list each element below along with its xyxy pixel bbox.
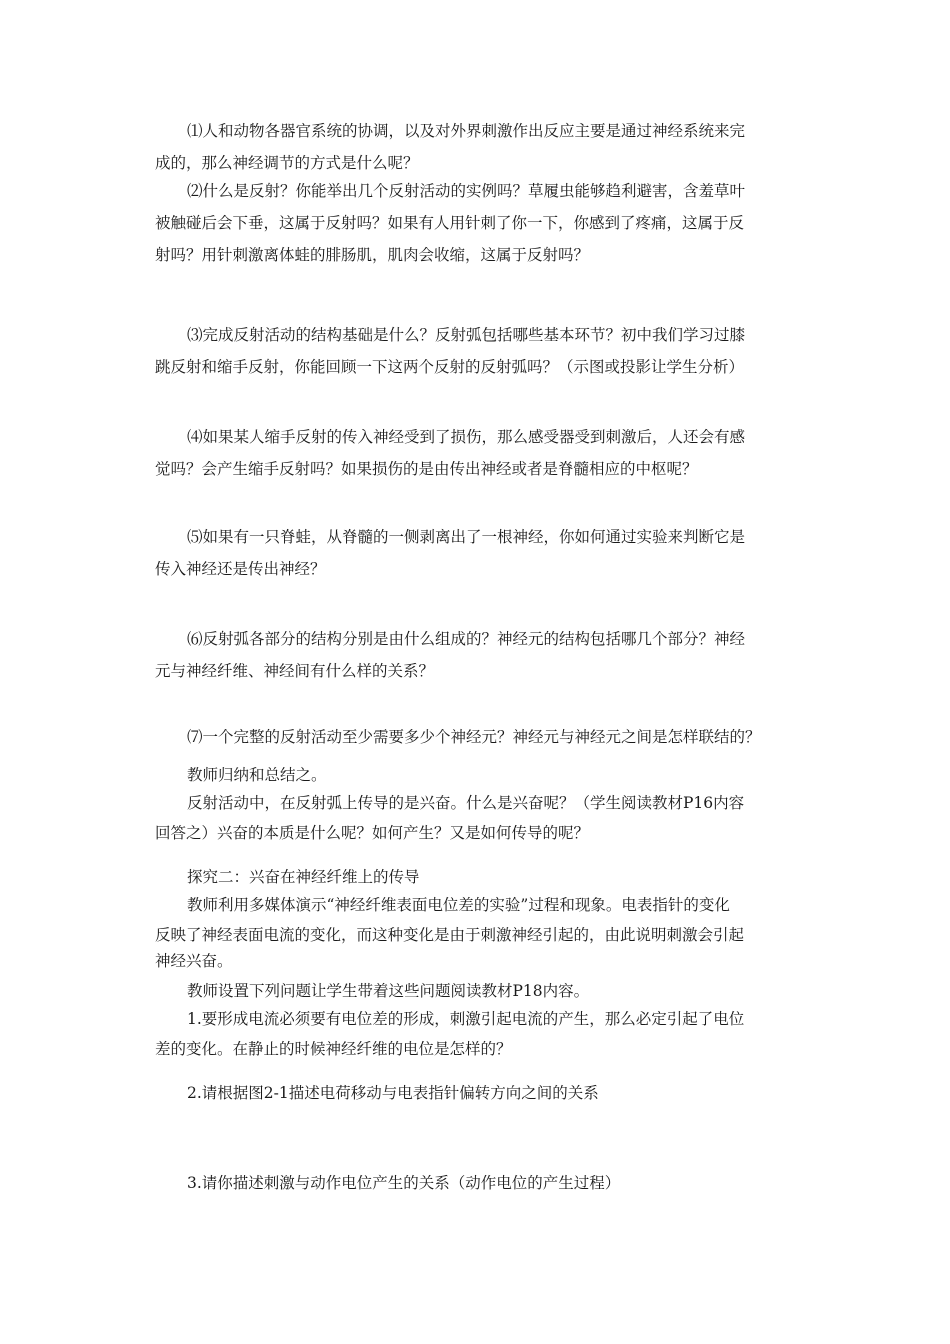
demo-line-3: 神经兴奋。 <box>155 952 233 970</box>
question-3-line-2: 跳反射和缩手反射，你能回顾一下这两个反射的反射弧吗？（示图或投影让学生分析） <box>155 358 745 376</box>
inquiry-2-title: 探究二：兴奋在神经纤维上的传导 <box>187 868 420 886</box>
question-6-line-1: ⑹反射弧各部分的结构分别是由什么组成的？神经元的结构包括哪几个部分？神经 <box>187 630 746 648</box>
excitation-line-2: 回答之）兴奋的本质是什么呢？如何产生？又是如何传导的呢？ <box>155 824 590 842</box>
setup-line: 教师设置下列问题让学生带着这些问题阅读教材P18内容。 <box>187 982 590 1000</box>
item-3-line: 3.请你描述刺激与动作电位产生的关系（动作电位的产生过程） <box>187 1174 621 1192</box>
question-5-line-1: ⑸如果有一只脊蛙，从脊髓的一侧剥离出了一根神经，你如何通过实验来判断它是 <box>187 528 746 546</box>
demo-line-2: 反映了神经表面电流的变化，而这种变化是由于刺激神经引起的，由此说明刺激会引起 <box>155 926 745 944</box>
question-6-line-2: 元与神经纤维、神经间有什么样的关系？ <box>155 662 435 680</box>
question-5-line-2: 传入神经还是传出神经？ <box>155 560 326 578</box>
question-1-line-1: ⑴人和动物各器官系统的协调，以及对外界刺激作出反应主要是通过神经系统来完 <box>187 122 746 140</box>
item-1-line-1: 1.要形成电流必须要有电位差的形成，刺激引起电流的产生，那么必定引起了电位 <box>187 1010 745 1028</box>
teacher-summary: 教师归纳和总结之。 <box>187 766 327 784</box>
question-2-line-2: 被触碰后会下垂，这属于反射吗？如果有人用针刺了你一下，你感到了疼痛，这属于反 <box>155 214 745 232</box>
question-7-line-1: ⑺一个完整的反射活动至少需要多少个神经元？神经元与神经元之间是怎样联结的？ <box>187 728 761 746</box>
item-1-line-2: 差的变化。在静止的时候神经纤维的电位是怎样的？ <box>155 1040 512 1058</box>
question-1-line-2: 成的，那么神经调节的方式是什么呢？ <box>155 154 419 172</box>
demo-line-1: 教师利用多媒体演示“神经纤维表面电位差的实验”过程和现象。电表指针的变化 <box>187 896 730 914</box>
question-4-line-1: ⑷如果某人缩手反射的传入神经受到了损伤，那么感受器受到刺激后，人还会有感 <box>187 428 746 446</box>
question-2-line-1: ⑵什么是反射？你能举出几个反射活动的实例吗？草履虫能够趋利避害，含羞草叶 <box>187 182 746 200</box>
item-2-line: 2.请根据图2-1描述电荷移动与电表指针偏转方向之间的关系 <box>187 1084 599 1102</box>
question-2-line-3: 射吗？用针刺激离体蛙的腓肠肌，肌肉会收缩，这属于反射吗？ <box>155 246 590 264</box>
excitation-line-1: 反射活动中，在反射弧上传导的是兴奋。什么是兴奋呢？（学生阅读教材P16内容 <box>187 794 745 812</box>
question-3-line-1: ⑶完成反射活动的结构基础是什么？反射弧包括哪些基本环节？初中我们学习过膝 <box>187 326 746 344</box>
question-4-line-2: 觉吗？会产生缩手反射吗？如果损伤的是由传出神经或者是脊髓相应的中枢呢？ <box>155 460 698 478</box>
